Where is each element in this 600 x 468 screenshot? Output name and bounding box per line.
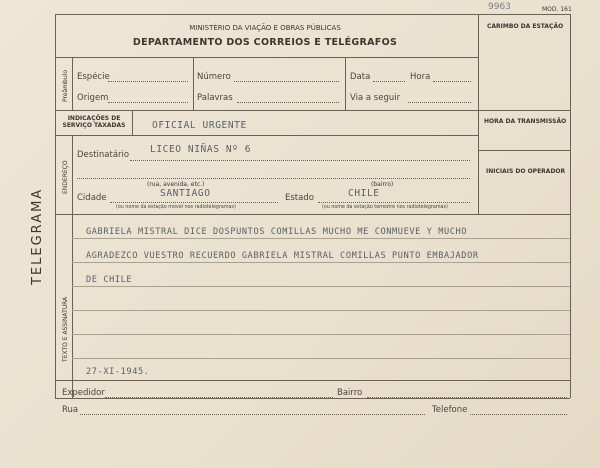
hora-label: Hora <box>410 72 431 82</box>
via-label: Via a seguir <box>350 93 401 103</box>
telefone-label: Telefone <box>432 405 468 415</box>
texto-assinatura-label: TEXTO E ASSINATURA <box>62 296 69 362</box>
estado-hint: (ou nome da estação terrestre nos radiotelegramas) <box>322 205 448 210</box>
origem-label: Origem <box>77 93 109 103</box>
data-label: Data <box>350 72 371 82</box>
estado-label: Estado <box>285 193 314 203</box>
cidade-label: Cidade <box>77 193 107 203</box>
pencil-number: 9963 <box>488 2 511 12</box>
stamp-label: CARIMBO DA ESTAÇÃO <box>487 23 564 30</box>
rua-label: Rua <box>62 405 79 415</box>
cidade-hint: (ou nome da estação móvel nos radiotelegramas) <box>116 205 236 210</box>
form-number: MOD. 161 <box>542 6 572 13</box>
message-line: DE CHILE <box>86 275 133 285</box>
message-line: GABRIELA MISTRAL DICE DOSPUNTOS COMILLAS MUCHO ME CONMUEVE Y MUCHO <box>86 227 468 237</box>
cidade-value: SANTIAGO <box>160 188 211 199</box>
preambulo-label: Preâmbulo <box>62 69 69 102</box>
hora-transmissao-label: HORA DA TRANSMISSÃO <box>484 118 567 125</box>
palavras-label: Palavras <box>197 93 233 103</box>
bairro-hint: (bairro) <box>371 181 394 188</box>
service-label: INDICAÇÕES DE SERVIÇO TAXADAS <box>62 115 126 129</box>
street-hint: (rua, avenida, etc.) <box>147 181 205 188</box>
department-title: DEPARTAMENTO DOS CORREIOS E TELÉGRAFOS <box>132 37 398 48</box>
destinatario-value: LICEO NIÑAS Nº 6 <box>150 144 252 155</box>
iniciais-operador-label: INICIAIS DO OPERADOR <box>486 168 566 175</box>
message-line: AGRADEZCO VUESTRO RECUERDO GABRIELA MISTRAL COMILLAS PUNTO EMBAJADOR <box>86 251 479 261</box>
ministry-title: MINISTÉRIO DA VIAÇÃO E OBRAS PÚBLICAS <box>189 24 341 32</box>
estado-value: CHILE <box>348 188 380 199</box>
endereco-label: ENDEREÇO <box>62 160 69 194</box>
service-value: OFICIAL URGENTE <box>152 120 247 131</box>
expedidor-label: Expedidor <box>62 388 105 398</box>
bairro-label: Bairro <box>337 388 363 398</box>
numero-label: Número <box>197 72 231 82</box>
destinatario-label: Destinatário <box>77 150 130 160</box>
especie-label: Espécie <box>77 72 110 82</box>
message-date: 27-XI-1945. <box>86 367 150 377</box>
telegrama-title: TELEGRAMA <box>30 187 45 285</box>
